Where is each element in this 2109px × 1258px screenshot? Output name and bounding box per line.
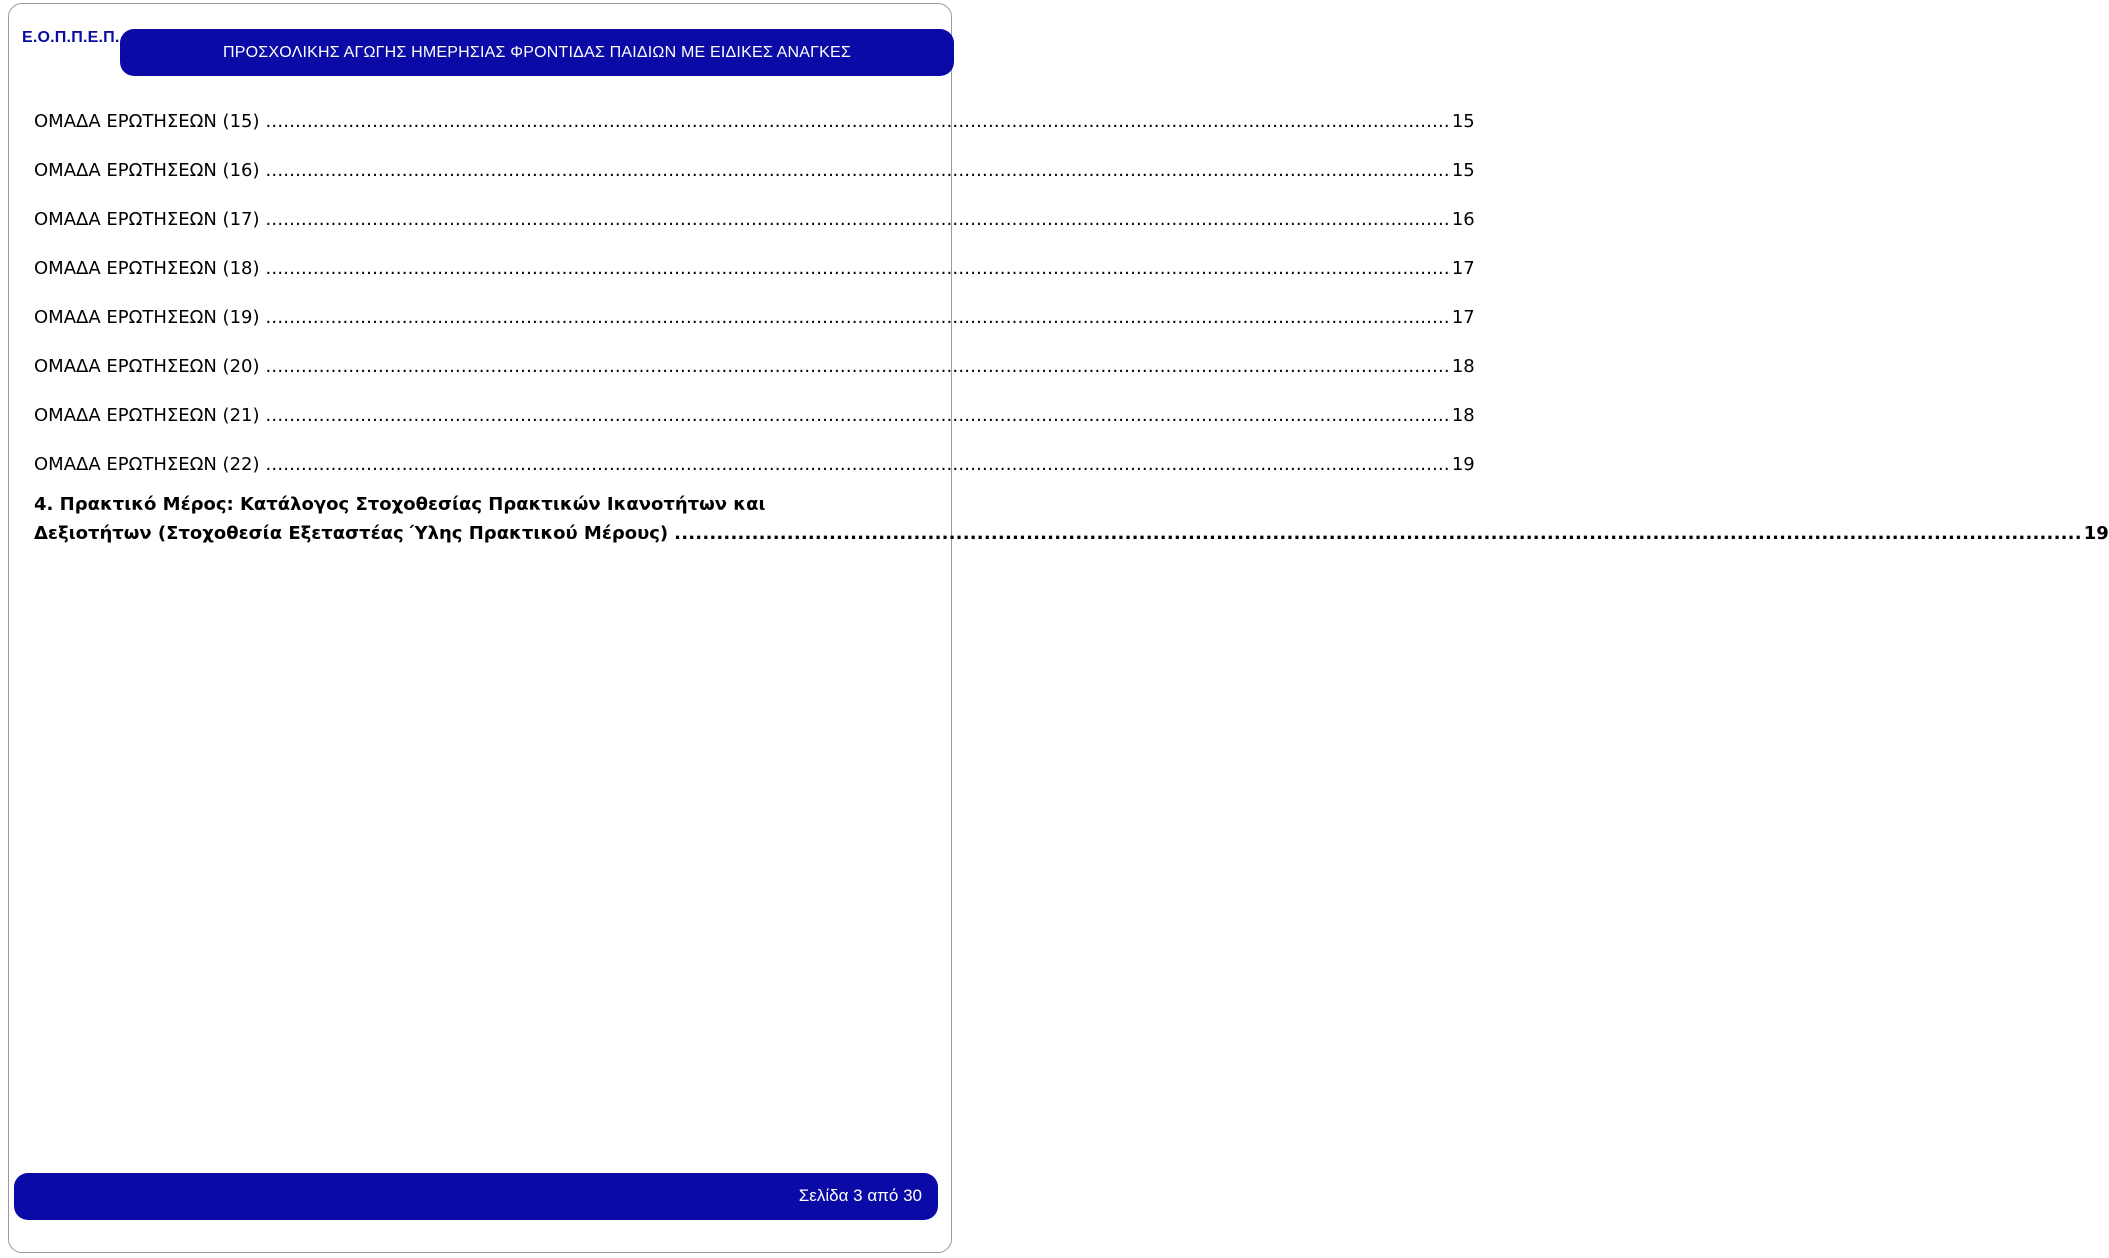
toc-entry-title: ΟΜΑΔΑ ΕΡΩΤΗΣΕΩΝ (22)	[34, 454, 260, 475]
toc-leader-dots: ........................................................................................................................................................................................................	[265, 356, 1450, 377]
toc-leader-dots: ........................................................................................................................................................................................................	[674, 523, 2082, 544]
table-of-contents	[34, 111, 1475, 503]
toc-entry-page: 19	[1451, 454, 1475, 475]
toc-entry-page: 17	[1451, 307, 1475, 328]
toc-entry[interactable]	[34, 307, 1475, 356]
toc-entry-page: 18	[1451, 356, 1475, 377]
toc-entry[interactable]	[34, 209, 1475, 258]
toc-leader-dots: ........................................................................................................................................................................................................	[265, 405, 1450, 426]
toc-entry-page: 16	[1451, 209, 1475, 230]
toc-leader-dots: ........................................................................................................................................................................................................	[265, 258, 1450, 279]
toc-leader-dots: ........................................................................................................................................................................................................	[265, 111, 1450, 132]
toc-major-entry[interactable]	[34, 490, 2109, 548]
toc-major-page: 19	[2083, 523, 2109, 544]
toc-entry-page: 15	[1451, 160, 1475, 181]
header-banner	[120, 29, 954, 76]
toc-major-line-2	[34, 519, 2109, 548]
toc-leader-dots: ........................................................................................................................................................................................................	[265, 454, 1450, 475]
toc-entry-page: 17	[1451, 258, 1475, 279]
toc-entry-title: ΟΜΑΔΑ ΕΡΩΤΗΣΕΩΝ (20)	[34, 356, 260, 377]
toc-major-line-1	[34, 490, 946, 519]
toc-entry[interactable]	[34, 111, 1475, 160]
toc-entry[interactable]	[34, 356, 1475, 405]
toc-major-title-line-2: Δεξιοτήτων (Στοχοθεσία Εξεταστέας Ύλης Πρακτικού Μέρους)	[34, 523, 669, 544]
toc-leader-dots: ........................................................................................................................................................................................................	[265, 209, 1450, 230]
org-abbreviation: Ε.Ο.Π.Π.Ε.Π.	[22, 29, 120, 46]
footer-banner	[14, 1173, 938, 1220]
toc-entry[interactable]	[34, 405, 1475, 454]
toc-entry-page: 18	[1451, 405, 1475, 426]
toc-leader-dots: ........................................................................................................................................................................................................	[265, 160, 1450, 181]
toc-entry[interactable]	[34, 160, 1475, 209]
toc-entry-title: ΟΜΑΔΑ ΕΡΩΤΗΣΕΩΝ (16)	[34, 160, 260, 181]
toc-leader-dots: ........................................................................................................................................................................................................	[265, 307, 1450, 328]
toc-entry-title: ΟΜΑΔΑ ΕΡΩΤΗΣΕΩΝ (21)	[34, 405, 260, 426]
page-number: Σελίδα 3 από 30	[798, 1186, 922, 1205]
toc-major-title-line-1: 4. Πρακτικό Μέρος: Κατάλογος Στοχοθεσίας Πρακτικών Ικανοτήτων και	[34, 494, 766, 515]
toc-entry-title: ΟΜΑΔΑ ΕΡΩΤΗΣΕΩΝ (17)	[34, 209, 260, 230]
toc-entry-page: 15	[1451, 111, 1475, 132]
header-title: ΠΡΟΣΧΟΛΙΚΗΣ ΑΓΩΓΗΣ ΗΜΕΡΗΣΙΑΣ ΦΡΟΝΤΙΔΑΣ ΠΑΙΔΙΩΝ ΜΕ ΕΙΔΙΚΕΣ ΑΝΑΓΚΕΣ	[222, 43, 852, 61]
toc-entry-title: ΟΜΑΔΑ ΕΡΩΤΗΣΕΩΝ (19)	[34, 307, 260, 328]
toc-entry[interactable]	[34, 258, 1475, 307]
toc-entry-title: ΟΜΑΔΑ ΕΡΩΤΗΣΕΩΝ (18)	[34, 258, 260, 279]
toc-entry-title: ΟΜΑΔΑ ΕΡΩΤΗΣΕΩΝ (15)	[34, 111, 260, 132]
